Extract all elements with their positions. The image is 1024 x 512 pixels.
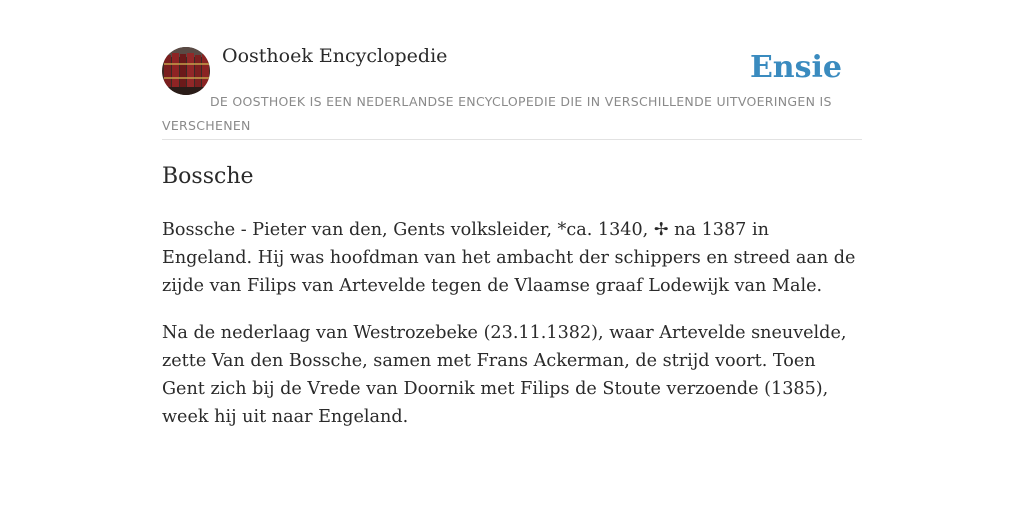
header xyxy=(162,0,862,140)
content-container xyxy=(162,0,862,427)
article-title: Bossche xyxy=(162,164,254,189)
brand-logo[interactable]: Ensie xyxy=(749,50,842,85)
site-title[interactable]: Oosthoek Encyclopedie xyxy=(222,45,448,67)
article-paragraph-1: Bossche - Pieter van den, Gents volksleider, *ca. 1340, ✢ na 1387 in Engeland. Hij was hoofdman van het ambacht der schippers en streed aan de zijde van Filips van Artevelde tegen de Vlaamse graaf Lodewijk van Male. xyxy=(162,220,856,296)
site-tagline: DE OOSTHOEK IS EEN NEDERLANDSE ENCYCLOPEDIE DIE IN VERSCHILLENDE UITVOERINGEN IS VERSCHENEN xyxy=(162,94,832,133)
article-paragraph-2: Na de nederlaag van Westrozebeke (23.11.1382), waar Artevelde sneuvelde, zette Van den Bossche, samen met Frans Ackerman, de strijd voort. Toen Gent zich bij de Vrede van Doornik met Filips de Stoute verzoende (1385), week hij uit naar Engeland. xyxy=(162,323,847,427)
encyclopedia-books-icon[interactable] xyxy=(162,47,210,95)
